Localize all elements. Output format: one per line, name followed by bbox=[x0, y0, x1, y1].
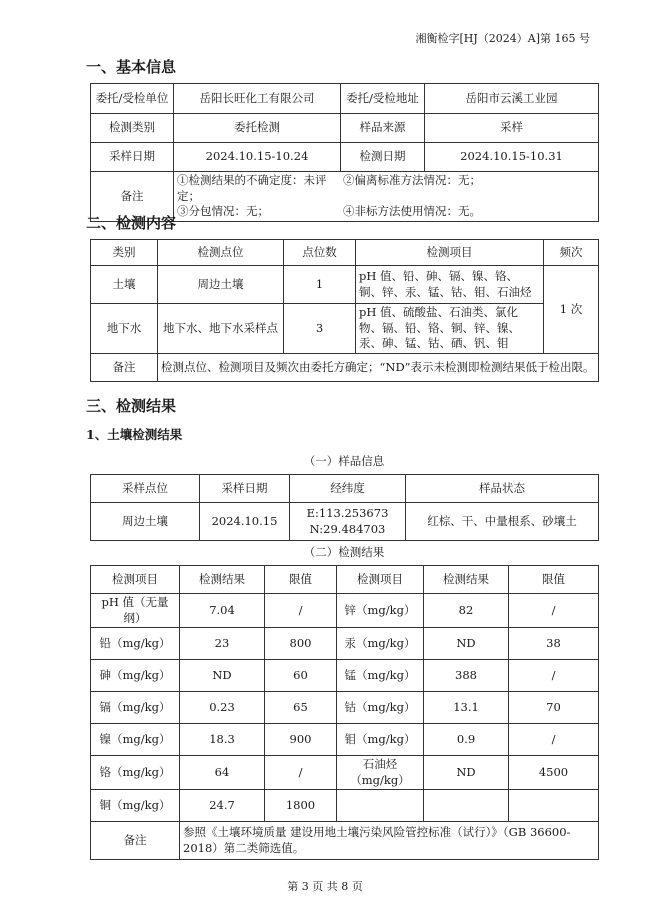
frequency-value: 1 次 bbox=[544, 266, 599, 354]
client-label: 委托/受检单位 bbox=[91, 84, 174, 114]
sample-info-table bbox=[90, 474, 599, 541]
items-groundwater: pH 值、硫酸盐、石油类、氯化物、镉、铅、铬、铜、锌、镍、汞、砷、锰、钴、硒、钒、钼 bbox=[356, 304, 544, 354]
result-cell: 24.7 bbox=[180, 790, 265, 822]
sample-source-label: 样品来源 bbox=[341, 114, 425, 143]
table-row bbox=[91, 790, 599, 822]
result-cell: 1800 bbox=[265, 790, 337, 822]
note-label: 备注 bbox=[91, 172, 174, 222]
header-sampling-date: 采样日期 bbox=[200, 475, 290, 503]
sampling-date-value: 2024.10.15-10.24 bbox=[174, 143, 341, 172]
testing-date-value: 2024.10.15-10.31 bbox=[425, 143, 599, 172]
result-cell: / bbox=[509, 660, 599, 692]
result-cell: 70 bbox=[509, 692, 599, 724]
header-count: 点位数 bbox=[284, 240, 356, 266]
section-results-title: 三、检测结果 bbox=[86, 397, 177, 415]
table-row bbox=[91, 692, 599, 724]
header-item-left: 检测项目 bbox=[91, 566, 180, 594]
result-cell: 钴（mg/kg） bbox=[337, 692, 424, 724]
header-point: 检测点位 bbox=[158, 240, 284, 266]
result-cell: / bbox=[265, 756, 337, 790]
point-soil: 周边土壤 bbox=[158, 266, 284, 304]
section-test-content-title: 二、检测内容 bbox=[86, 214, 177, 232]
result-cell: 7.04 bbox=[180, 594, 265, 628]
header-limit-left: 限值 bbox=[265, 566, 337, 594]
result-cell: 铅（mg/kg） bbox=[91, 628, 180, 660]
header-limit-right: 限值 bbox=[509, 566, 599, 594]
result-cell: ND bbox=[180, 660, 265, 692]
sample-coordinates bbox=[290, 503, 406, 541]
sample-point: 周边土壤 bbox=[91, 503, 200, 541]
result-cell: 铜（mg/kg） bbox=[91, 790, 180, 822]
result-cell: 18.3 bbox=[180, 724, 265, 756]
results-caption: （二）检测结果 bbox=[303, 545, 385, 559]
result-cell: pH 值（无量纲） bbox=[91, 594, 180, 628]
sample-state: 红棕、干、中量根系、砂壤土 bbox=[406, 503, 599, 541]
note-item-1: ①检测结果的不确定度：未评定； bbox=[177, 173, 327, 203]
page-footer: 第 3 页 共 8 页 bbox=[287, 880, 363, 893]
result-cell: 砷（mg/kg） bbox=[91, 660, 180, 692]
result-cell: 锰（mg/kg） bbox=[337, 660, 424, 692]
header-category: 类别 bbox=[91, 240, 158, 266]
result-cell bbox=[337, 790, 424, 822]
basic-note bbox=[174, 172, 599, 222]
note-item-2: ②偏离标准方法情况：无； bbox=[343, 173, 481, 187]
test-type-label: 检测类别 bbox=[91, 114, 174, 143]
table-row bbox=[91, 628, 599, 660]
result-cell: 铬（mg/kg） bbox=[91, 756, 180, 790]
result-cell: 汞（mg/kg） bbox=[337, 628, 424, 660]
point-groundwater: 地下水、地下水采样点 bbox=[158, 304, 284, 354]
result-cell: 4500 bbox=[509, 756, 599, 790]
header-item-right: 检测项目 bbox=[337, 566, 424, 594]
result-cell bbox=[424, 790, 509, 822]
result-cell: 900 bbox=[265, 724, 337, 756]
client-value: 岳阳长旺化工有限公司 bbox=[174, 84, 341, 114]
result-cell: 82 bbox=[424, 594, 509, 628]
testing-date-label: 检测日期 bbox=[341, 143, 425, 172]
result-cell: 388 bbox=[424, 660, 509, 692]
result-cell: ND bbox=[424, 756, 509, 790]
header-result-right: 检测结果 bbox=[424, 566, 509, 594]
note-item-3: ③分包情况：无； bbox=[177, 204, 269, 219]
result-cell: 镍（mg/kg） bbox=[91, 724, 180, 756]
address-value: 岳阳市云溪工业园 bbox=[425, 84, 599, 114]
latitude: N:29.484703 bbox=[309, 521, 386, 536]
table-row bbox=[91, 756, 599, 790]
soil-results-table bbox=[90, 565, 599, 860]
test-type-value: 委托检测 bbox=[174, 114, 341, 143]
result-cell: 65 bbox=[265, 692, 337, 724]
result-cell: 800 bbox=[265, 628, 337, 660]
category-groundwater: 地下水 bbox=[91, 304, 158, 354]
result-cell: 38 bbox=[509, 628, 599, 660]
items-soil: pH 值、铅、砷、镉、镍、铬、铜、锌、汞、锰、钴、钼、石油烃 bbox=[356, 266, 544, 304]
result-cell: 64 bbox=[180, 756, 265, 790]
result-cell: 锌（mg/kg） bbox=[337, 594, 424, 628]
result-cell: 钼（mg/kg） bbox=[337, 724, 424, 756]
sampling-date-label: 采样日期 bbox=[91, 143, 174, 172]
header-frequency: 频次 bbox=[544, 240, 599, 266]
note-item-4: ④非标方法使用情况：无。 bbox=[343, 204, 481, 219]
result-cell: / bbox=[509, 724, 599, 756]
results-note: 参照《土壤环境质量 建设用地土壤污染风险管控标准（试行）》（GB 36600-2018）第二类筛选值。 bbox=[180, 822, 599, 860]
table-row bbox=[91, 594, 599, 628]
result-cell: 石油烃（mg/kg） bbox=[337, 756, 424, 790]
result-cell: / bbox=[509, 594, 599, 628]
header-sampling-point: 采样点位 bbox=[91, 475, 200, 503]
result-cell: 60 bbox=[265, 660, 337, 692]
results-note-label: 备注 bbox=[91, 822, 180, 860]
table-row bbox=[91, 724, 599, 756]
sample-info-caption: （一）样品信息 bbox=[303, 454, 385, 468]
sample-source-value: 采样 bbox=[425, 114, 599, 143]
count-groundwater: 3 bbox=[284, 304, 356, 354]
content-note-label: 备注 bbox=[91, 354, 158, 382]
count-soil: 1 bbox=[284, 266, 356, 304]
category-soil: 土壤 bbox=[91, 266, 158, 304]
result-cell: 23 bbox=[180, 628, 265, 660]
result-cell: 13.1 bbox=[424, 692, 509, 724]
test-content-table bbox=[90, 239, 599, 382]
result-cell: 0.9 bbox=[424, 724, 509, 756]
sample-date: 2024.10.15 bbox=[200, 503, 290, 541]
document-number: 湘衡检字[HJ（2024）A]第 165 号 bbox=[415, 32, 590, 45]
result-cell: 镉（mg/kg） bbox=[91, 692, 180, 724]
result-cell bbox=[509, 790, 599, 822]
result-cell: ND bbox=[424, 628, 509, 660]
section-basic-info-title: 一、基本信息 bbox=[86, 58, 177, 76]
soil-results-subtitle: 1、土壤检测结果 bbox=[86, 427, 183, 442]
address-label: 委托/受检地址 bbox=[341, 84, 425, 114]
result-cell: 0.23 bbox=[180, 692, 265, 724]
longitude: E:113.253673 bbox=[306, 505, 389, 520]
content-note: 检测点位、检测项目及频次由委托方确定；“ND”表示未检测即检测结果低于检出限。 bbox=[158, 354, 599, 382]
header-sample-state: 样品状态 bbox=[406, 475, 599, 503]
table-row bbox=[91, 660, 599, 692]
header-coordinates: 经纬度 bbox=[290, 475, 406, 503]
header-items: 检测项目 bbox=[356, 240, 544, 266]
basic-info-table bbox=[90, 83, 599, 222]
header-result-left: 检测结果 bbox=[180, 566, 265, 594]
result-cell: / bbox=[265, 594, 337, 628]
